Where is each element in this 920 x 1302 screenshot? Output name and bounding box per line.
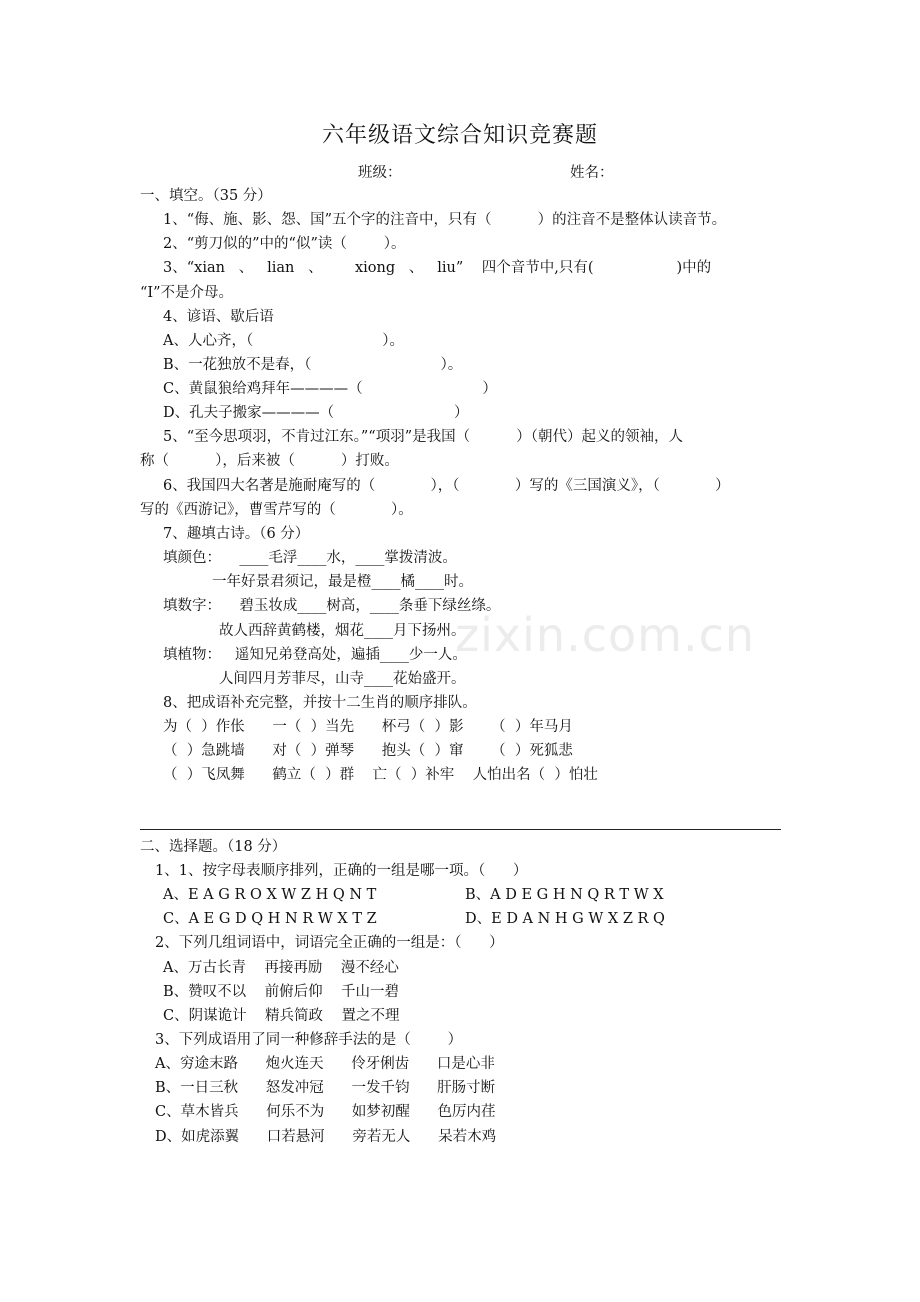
s1-line: 6、我国四大名著是施耐庵写的（ ），（ ）写的《三国演义》，（ ） [163, 478, 730, 494]
s1-line: 7、趣填古诗。（6 分） [163, 526, 310, 542]
q2-option-c: C、阴谋诡计 精兵简政 置之不理 [163, 1008, 400, 1024]
s1-line: 3、“xian 、 lian 、 xiong 、 liu” 四个音节中,只有( )中的 [163, 260, 712, 276]
s1-line: 填植物： 遥知兄弟登高处，遍插____少一人。 [163, 647, 467, 663]
q2-stem: 2、下列几组词语中，词语完全正确的一组是：（ ） [155, 935, 504, 951]
q1-stem: 1、1、按字母表顺序排列，正确的一组是哪一项。（ ） [155, 863, 528, 879]
q1-option-c: C、A E G D Q H N R W X T Z [163, 911, 377, 927]
s1-line: “I”不是介母。 [140, 285, 234, 301]
s1-line: B、一花独放不是春，（ ）。 [163, 357, 463, 373]
s1-line: 2、“剪刀似的”中的“似”读（ ）。 [163, 236, 406, 252]
s1-line: 一年好景君须记，最是橙____橘____时。 [212, 574, 473, 590]
s1-line: C、黄鼠狼给鸡拜年————（ ） [163, 381, 497, 397]
q3-option-a: A、穷途末路 炮火连天 伶牙俐齿 口是心非 [155, 1056, 495, 1072]
s1-line: 5、“至今思项羽，不肯过江东。”“项羽”是我国（ ）（朝代）起义的领袖，人 [163, 429, 683, 445]
s1-line: （ ）急跳墙 对（ ）弹琴 抱头（ ）窜 （ ）死狐悲 [163, 743, 573, 759]
s1-line: 为（ ）作伥 一（ ）当先 杯弓（ ）影 （ ）年马月 [163, 719, 573, 735]
s1-line: 4、谚语、歇后语 [163, 309, 274, 325]
s1-line: 写的《西游记》，曹雪芹写的（ ）。 [140, 502, 413, 518]
q1-option-b: B、A D E G H N Q R T W X [465, 887, 664, 903]
q3-stem: 3、下列成语用了同一种修辞手法的是（ ） [155, 1032, 463, 1048]
s1-line: 填数字： 碧玉妆成____树高，____条垂下绿丝绦。 [163, 598, 501, 614]
page-title: 六年级语文综合知识竞赛题 [321, 123, 598, 148]
section-divider [140, 829, 781, 830]
q1-option-d: D、E D A N H G W X Z R Q [465, 911, 665, 927]
class-label: 班级： [358, 165, 402, 181]
q3-option-b: B、一日三秋 怒发冲冠 一发千钧 肝肠寸断 [155, 1080, 496, 1096]
s1-line: 称（ ），后来被（ ）打败。 [140, 453, 399, 469]
q3-option-c: C、草木皆兵 何乐不为 如梦初醒 色厉内荏 [155, 1104, 496, 1120]
q2-option-a: A、万古长青 再接再励 漫不经心 [163, 960, 399, 976]
watermark: zixin.com.cn [455, 608, 756, 662]
s1-line: A、人心齐，（ ）。 [163, 333, 405, 349]
q1-option-a: A、E A G R O X W Z H Q N T [163, 887, 377, 903]
s1-line: 故人西辞黄鹤楼，烟花____月下扬州。 [219, 623, 466, 639]
q2-option-b: B、赞叹不以 前俯后仰 千山一碧 [163, 984, 400, 1000]
s1-line: D、孔夫子搬家————（ ） [163, 405, 469, 421]
s1-line: 人间四月芳菲尽，山寺____花始盛开。 [219, 671, 466, 687]
name-label: 姓名： [570, 165, 614, 181]
s1-line: （ ）飞凤舞 鹤立（ ）群 亡（ ）补牢 人怕出名（ ）怕壮 [163, 767, 598, 783]
s1-line: 8、把成语补充完整，并按十二生肖的顺序排队。 [163, 695, 477, 711]
section2-heading: 二、选择题。（18 分） [140, 839, 287, 855]
section1-heading: 一、填空。（35 分） [140, 188, 272, 204]
q3-option-d: D、如虎添翼 口若悬河 旁若无人 呆若木鸡 [155, 1129, 497, 1145]
s1-line: 填颜色： ____毛浮____水，____掌拨清波。 [163, 550, 457, 566]
s1-line: 1、“侮、施、影、怨、国”五个字的注音中，只有（ ）的注音不是整体认读音节。 [163, 212, 727, 228]
